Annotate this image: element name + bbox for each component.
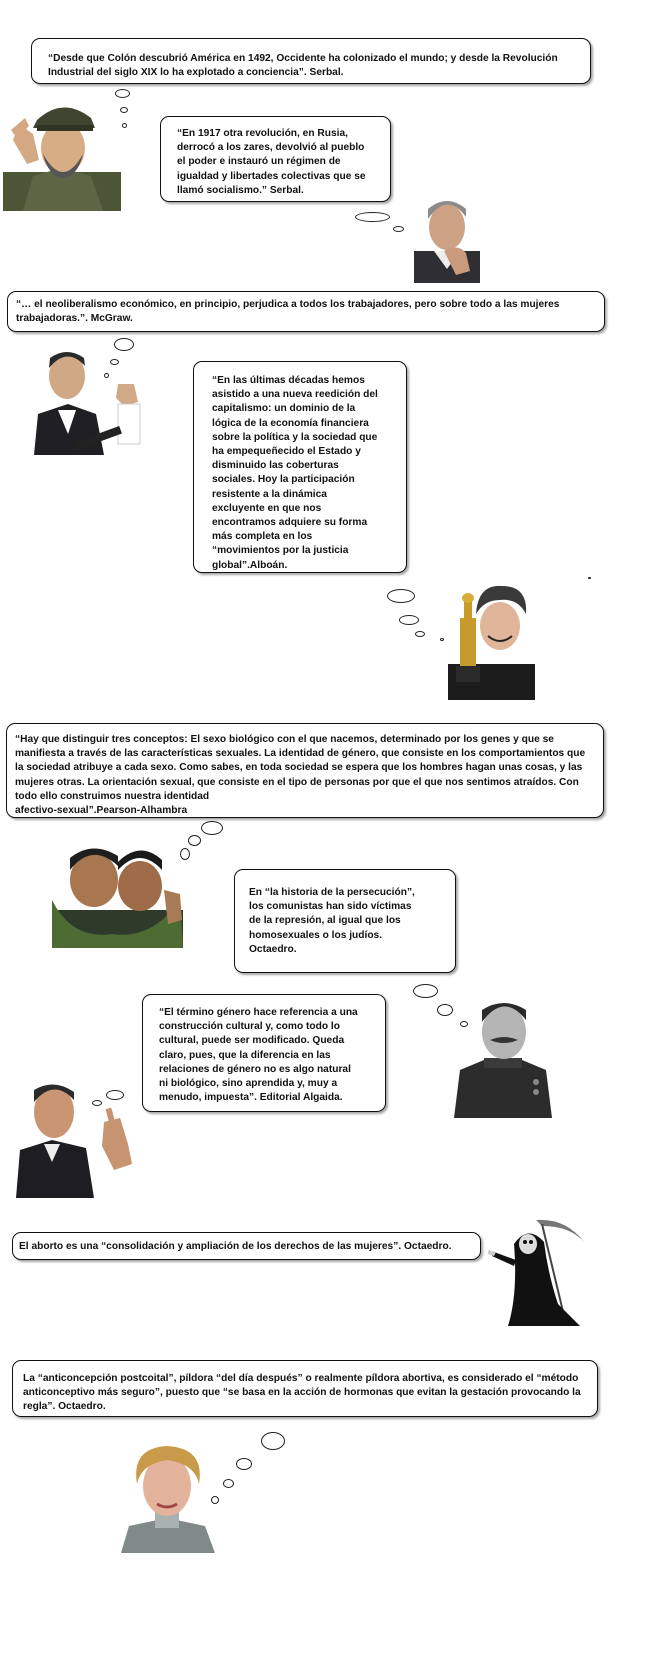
thought-dot — [413, 984, 438, 998]
thought-dot — [201, 821, 223, 835]
person-trophy-icon — [448, 578, 535, 700]
person-pointing-icon — [16, 1078, 133, 1198]
thought-dot — [261, 1432, 285, 1450]
quote-bubble-9: La “anticoncepción postcoital”, píldora “del día después” o realmente píldora abortiva, es considerado el “método anticonceptivo más seguro”, puesto que “se basa en la acción de hormonas que evitan la gestación provocando la regla”. Octaedro. — [12, 1360, 598, 1417]
thought-dot — [355, 212, 390, 222]
person-fist-icon — [34, 344, 143, 455]
person-chin-hand-icon — [414, 195, 480, 283]
thought-dot — [115, 89, 130, 98]
person-uniform-mustache-icon — [454, 996, 552, 1118]
quote-bubble-2: “En 1917 otra revolución, en Rusia, derrocó a los zares, devolvió al pueblo el poder e instauró un régimen de igualdad y libertades colectivas que se llamó socialismo.” Serbal. — [160, 116, 391, 202]
thought-dot — [122, 123, 127, 128]
quote-bubble-1: “Desde que Colón descubrió América en 1492, Occidente ha colonizado el mundo; y desde la Revolución Industrial del siglo XIX lo ha explotado a conciencia”. Serbal. — [31, 38, 591, 84]
stray-mark — [588, 577, 591, 579]
two-people-embrace-icon — [52, 840, 183, 948]
thought-dot — [120, 107, 128, 113]
quote-bubble-4: “En las últimas décadas hemos asistido a una nueva reedición del capitalismo: un dominio de la lógica de la economía financiera sobre la política y la sociedad que ha empequeñecido el Estado y disminuido las coberturas sociales. Hoy la participación resistente a la dinámica excluyente en que nos encontramos adquiere su forma más completa en los “movimientos por la justicia global”.Alboán. — [193, 361, 407, 573]
quote-bubble-7: “El término género hace referencia a una construcción cultural y, como todo lo cultural, puede ser modificado. Queda claro, pues, que la diferencia en las relaciones de género no es algo natural ni biológico, sino aprendida y, muy a menudo, impuesta”. Editorial Algaida. — [142, 994, 386, 1112]
thought-dot — [415, 631, 425, 637]
thought-dot — [223, 1479, 234, 1488]
quote-bubble-8: El aborto es una “consolidación y ampliación de los derechos de las mujeres”. Octaedro. — [12, 1232, 481, 1260]
thought-dot — [440, 638, 444, 641]
thought-dot — [399, 615, 419, 625]
quote-bubble-3: “… el neoliberalismo económico, en principio, perjudica a todos los trabajadores, pero sobre todo a las mujeres trabajadoras.”. McGraw. — [7, 291, 605, 332]
thought-dot — [188, 835, 201, 846]
person-saluting-cap-icon — [3, 98, 121, 211]
quote-bubble-5: “Hay que distinguir tres conceptos: El sexo biológico con el que nacemos, determinado por los genes y que se manifiesta a través de las características sexuales. La identidad de género, que consiste en los comportamientos que la sociedad atribuye a cada sexo. Como sabes, en toda sociedad se espera que los hombres hagan unas cosas, y las mujeres otras. La orientación sexual, que consiste en el tipo de personas por que el que nos sentimos atraídos. Con todo ello construimos nuestra identidad afectivo-sexual”.Pearson-Alhambra — [6, 723, 604, 818]
quote-bubble-6: En “la historia de la persecución”, los comunistas han sido víctimas de la represión, al igual que los homosexuales o los judíos. Octaedro. — [234, 869, 456, 973]
thought-dot — [236, 1458, 252, 1470]
thought-dot — [387, 589, 415, 603]
person-blonde-woman-icon — [111, 1440, 224, 1553]
thought-dot — [437, 1004, 453, 1016]
thought-dot — [393, 226, 404, 232]
grim-reaper-icon — [488, 1214, 588, 1330]
